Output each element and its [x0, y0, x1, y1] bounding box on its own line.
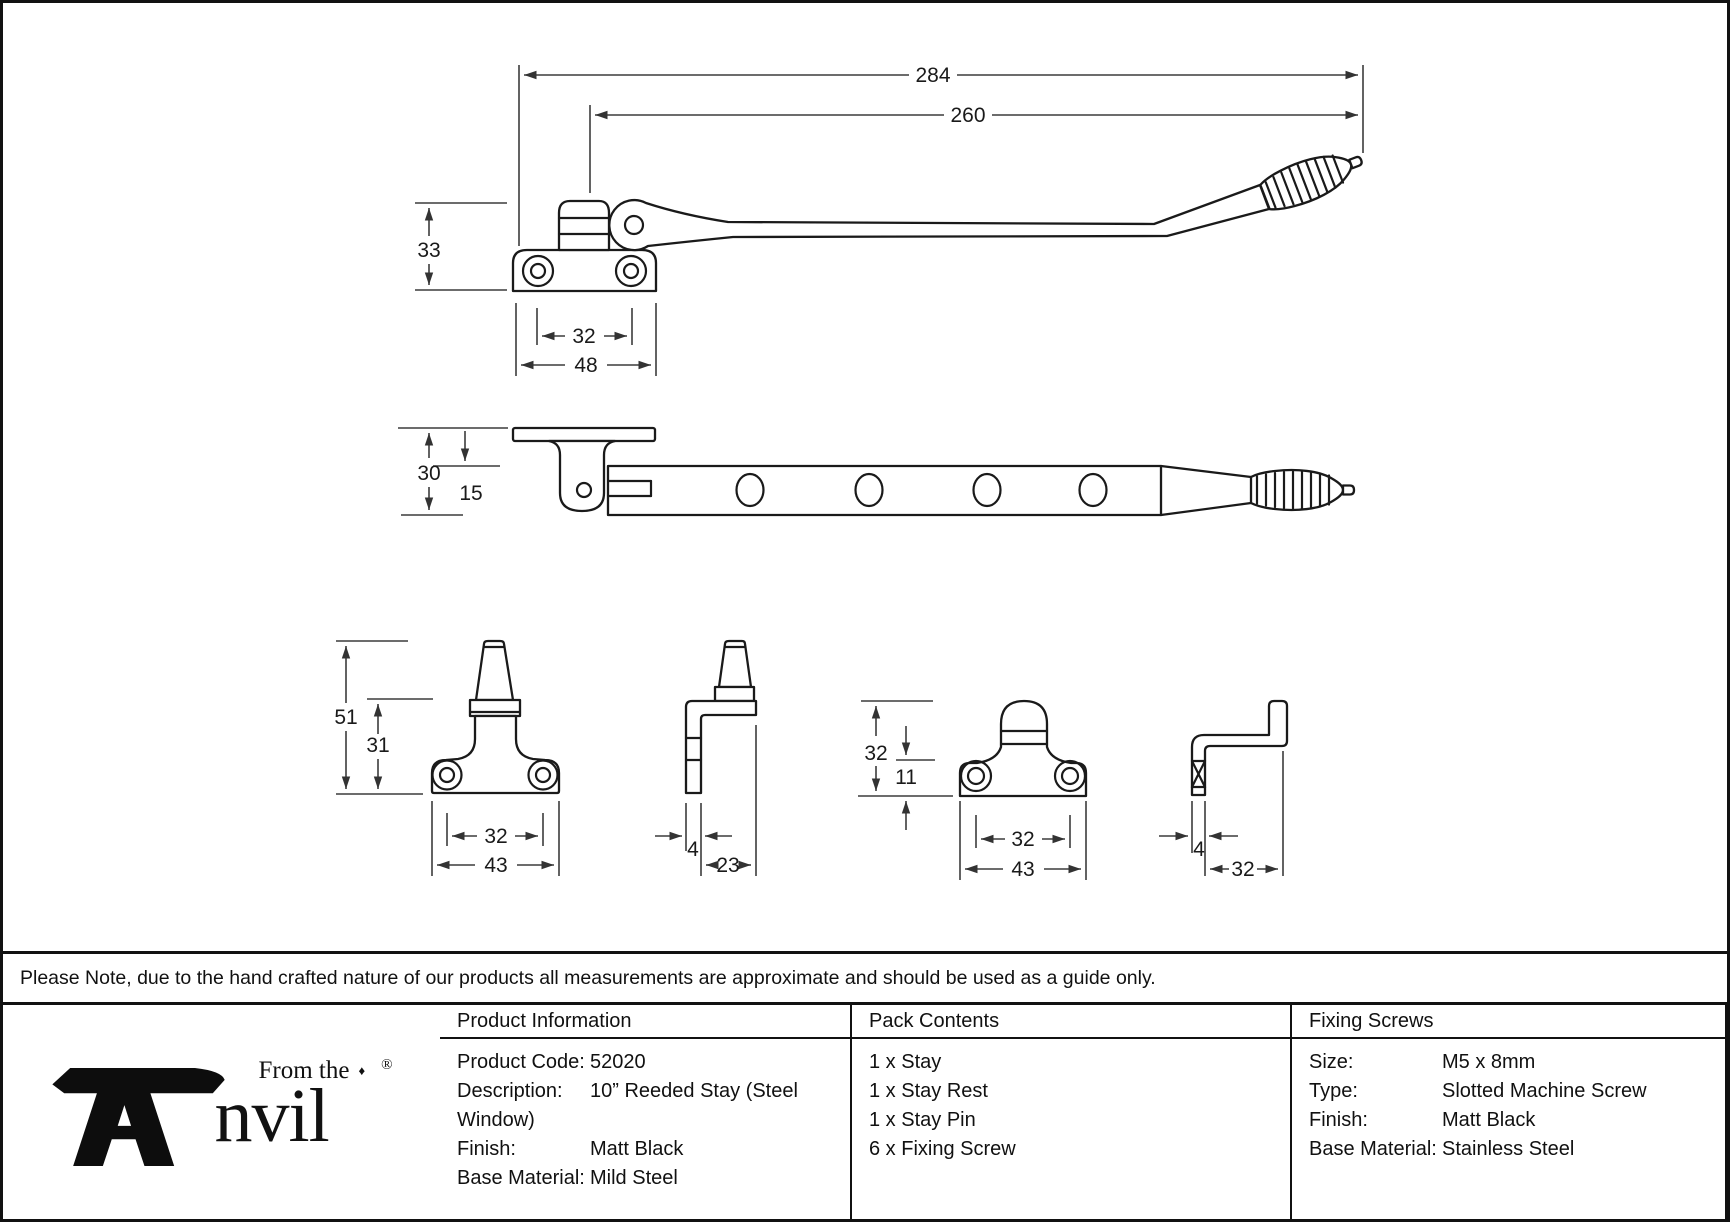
dim-arm-length: 260 [950, 104, 986, 127]
view-stay-pin-side [655, 641, 756, 877]
view-stay-rest-side [1159, 701, 1287, 881]
dim-pin-hole-spacing: 32 [484, 825, 508, 848]
dim-pin-height: 51 [334, 706, 358, 729]
dimension-rest-heights [858, 701, 953, 830]
reeded-handle [1258, 141, 1368, 215]
technical-drawing [3, 3, 1727, 951]
dimension-pin-widths [432, 801, 559, 877]
dim-rest-base-width: 43 [1011, 858, 1035, 881]
dim-rest-base-height: 11 [895, 766, 917, 789]
dimension-arm-length [590, 104, 1358, 193]
view-stay-elevation [415, 64, 1368, 377]
pin-collar-side [715, 687, 754, 701]
header-product-information: Product Information [440, 1005, 852, 1039]
dimension-bracket-height [415, 203, 507, 290]
table-row: Finish: Matt Black [1309, 1109, 1536, 1131]
anvil-icon [50, 1065, 230, 1169]
logo-brand: nvil [214, 1074, 329, 1158]
note-text: Please Note, due to the hand crafted nature of our products all measurements are approximate and should be used as a guide only. [20, 966, 1156, 989]
diamond-icon: ♦ [358, 1063, 366, 1078]
dim-pin-plate-thickness: 4 [687, 838, 699, 861]
table-row: Base Material: Mild Steel [457, 1167, 678, 1189]
dim-bracket-height: 33 [417, 239, 441, 262]
rest-body [960, 701, 1086, 796]
rest-stem-side [549, 441, 615, 511]
dim-pin-depth: 23 [716, 854, 740, 877]
pin-collar [470, 700, 520, 716]
dim-rest-hole-spacing: 32 [1011, 828, 1035, 851]
stay-arm [609, 185, 1269, 250]
dim-pin-body-height: 31 [366, 734, 390, 757]
pack-contents-cell [852, 1039, 1292, 1219]
registered-mark: ® [381, 1056, 393, 1073]
logo-tagline: From the ♦ ® [258, 1056, 393, 1084]
dim-profile-height: 30 [417, 462, 441, 485]
dimension-rest-widths [960, 801, 1086, 881]
dim-pin-base-width: 43 [484, 854, 508, 877]
dim-rest-plate-thickness: 4 [1193, 838, 1205, 861]
table-row: Description: 10” Reeded Stay (Steel Window) [457, 1080, 798, 1131]
header-fixing-screws: Fixing Screws [1292, 1005, 1727, 1039]
rest-angle-bracket [1192, 701, 1287, 795]
dim-overall-length: 284 [915, 64, 951, 87]
dimension-bracket-holes [516, 303, 656, 377]
reeded-handle-profile [1251, 470, 1354, 510]
list-item: 1 x Stay [869, 1051, 942, 1073]
dimension-pin-side [655, 725, 756, 877]
dim-profile-offset: 15 [459, 482, 483, 505]
dimension-profile [398, 428, 508, 515]
view-stay-pin-front [334, 641, 559, 877]
table-row: Finish: Matt Black [457, 1138, 684, 1160]
product-information-cell [440, 1039, 852, 1219]
view-stay-rest-front [858, 701, 1086, 881]
view-stay-profile [398, 428, 1354, 515]
rest-plate-side [513, 428, 655, 441]
table-row: Product Code: 52020 [457, 1051, 646, 1073]
dimension-rest-side [1159, 751, 1283, 881]
stay-bar [608, 466, 1161, 515]
table-row: Size: M5 x 8mm [1309, 1051, 1536, 1073]
pin-angle-bracket [686, 701, 756, 793]
pin-taper [476, 641, 513, 700]
dimension-pin-heights [334, 641, 433, 794]
measurement-note [3, 951, 1727, 1005]
list-item: 1 x Stay Pin [869, 1109, 976, 1131]
table-row: Base Material: Stainless Steel [1309, 1138, 1575, 1160]
fixing-screws-cell [1292, 1039, 1727, 1219]
dim-rest-height: 32 [864, 742, 888, 765]
stay-hinge-knuckle [559, 201, 609, 250]
header-pack-contents: Pack Contents [852, 1005, 1292, 1039]
brand-logo [50, 1055, 392, 1169]
list-item: 1 x Stay Rest [869, 1080, 988, 1102]
logo-cell [3, 1005, 440, 1219]
spec-table [3, 1005, 1727, 1219]
dim-bracket-hole-spacing: 32 [572, 325, 596, 348]
table-row: Type: Slotted Machine Screw [1309, 1080, 1647, 1102]
dim-rest-depth: 32 [1231, 858, 1255, 881]
list-item: 6 x Fixing Screw [869, 1138, 1016, 1160]
dim-bracket-width: 48 [574, 354, 598, 377]
